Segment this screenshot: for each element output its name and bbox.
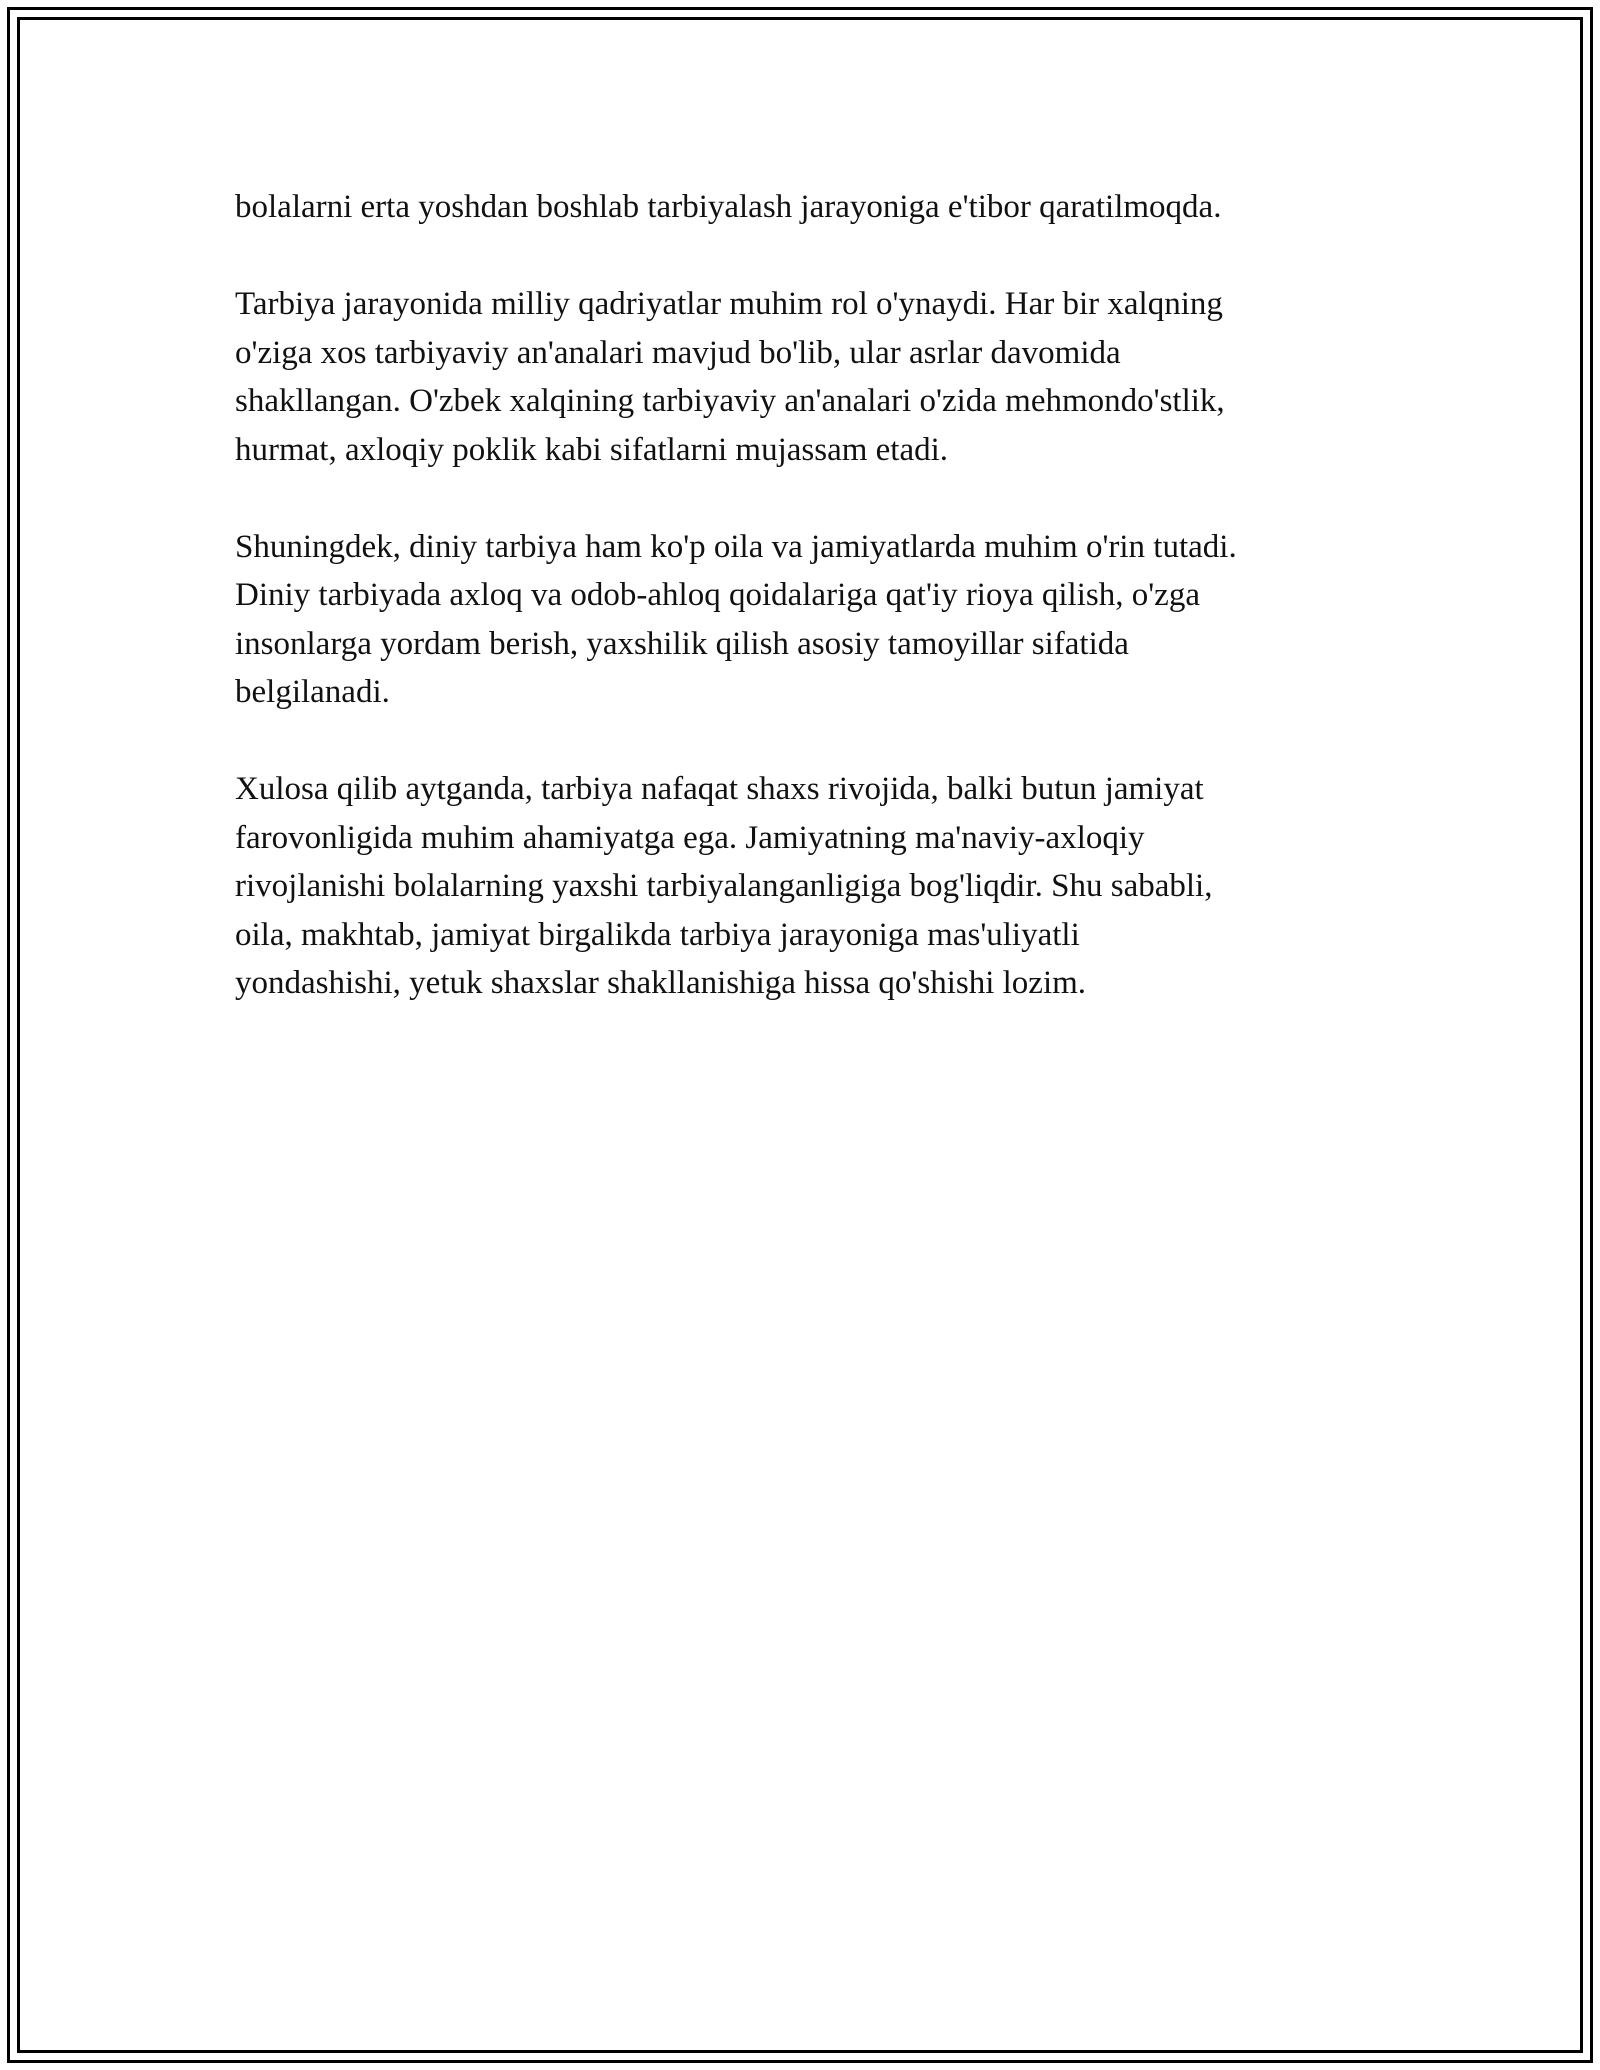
paragraph-line: shakllangan. O'zbek xalqining tarbiyaviy an'analari o'zida mehmondo'stlik, — [235, 383, 1225, 419]
paragraph-2 — [235, 280, 1375, 474]
paragraph-line: oila, makhtab, jamiyat birgalikda tarbiya jarayoniga mas'uliyatli — [235, 916, 1080, 953]
paragraph-line: Xulosa qilib aytganda, tarbiya nafaqat shaxs rivojida, balki butun jamiyat — [235, 771, 1204, 807]
paragraph-line: Tarbiya jarayonida milliy qadriyatlar muhim rol o'ynaydi. Har bir xalqning — [235, 286, 1223, 322]
paragraph-line: bolalarni erta yoshdan boshlab tarbiyalash jarayoniga e'tibor qaratilmoqda. — [235, 189, 1222, 225]
paragraph-line: belgilanadi. — [235, 674, 390, 710]
document-body — [235, 183, 1375, 1056]
paragraph-line: insonlarga yordam berish, yaxshilik qilish asosiy tamoyillar sifatida — [235, 625, 1129, 662]
paragraph-line: Shuningdek, diniy tarbiya ham ko'p oila va jamiyatlarda muhim o'rin tutadi. — [235, 528, 1237, 565]
paragraph-line: Diniy tarbiyada axloq va odob-ahloq qoidalariga qat'iy rioya qilish, o'zga — [235, 577, 1200, 613]
paragraph-line: yondashishi, yetuk shaxslar shakllanishiga hissa qo'shishi lozim. — [235, 965, 1087, 1001]
paragraph-4 — [235, 765, 1375, 1008]
paragraph-line: farovonligida muhim ahamiyatga ega. Jamiyatning ma'naviy-axloqiy — [235, 819, 1145, 856]
paragraph-1 — [235, 183, 1375, 232]
paragraph-3 — [235, 523, 1375, 717]
paragraph-line: rivojlanishi bolalarning yaxshi tarbiyalanganligiga bog'liqdir. Shu sababli, — [235, 868, 1213, 904]
paragraph-line: o'ziga xos tarbiyaviy an'analari mavjud bo'lib, ular asrlar davomida — [235, 334, 1121, 371]
paragraph-line: hurmat, axloqiy poklik kabi sifatlarni mujassam etadi. — [235, 431, 949, 468]
